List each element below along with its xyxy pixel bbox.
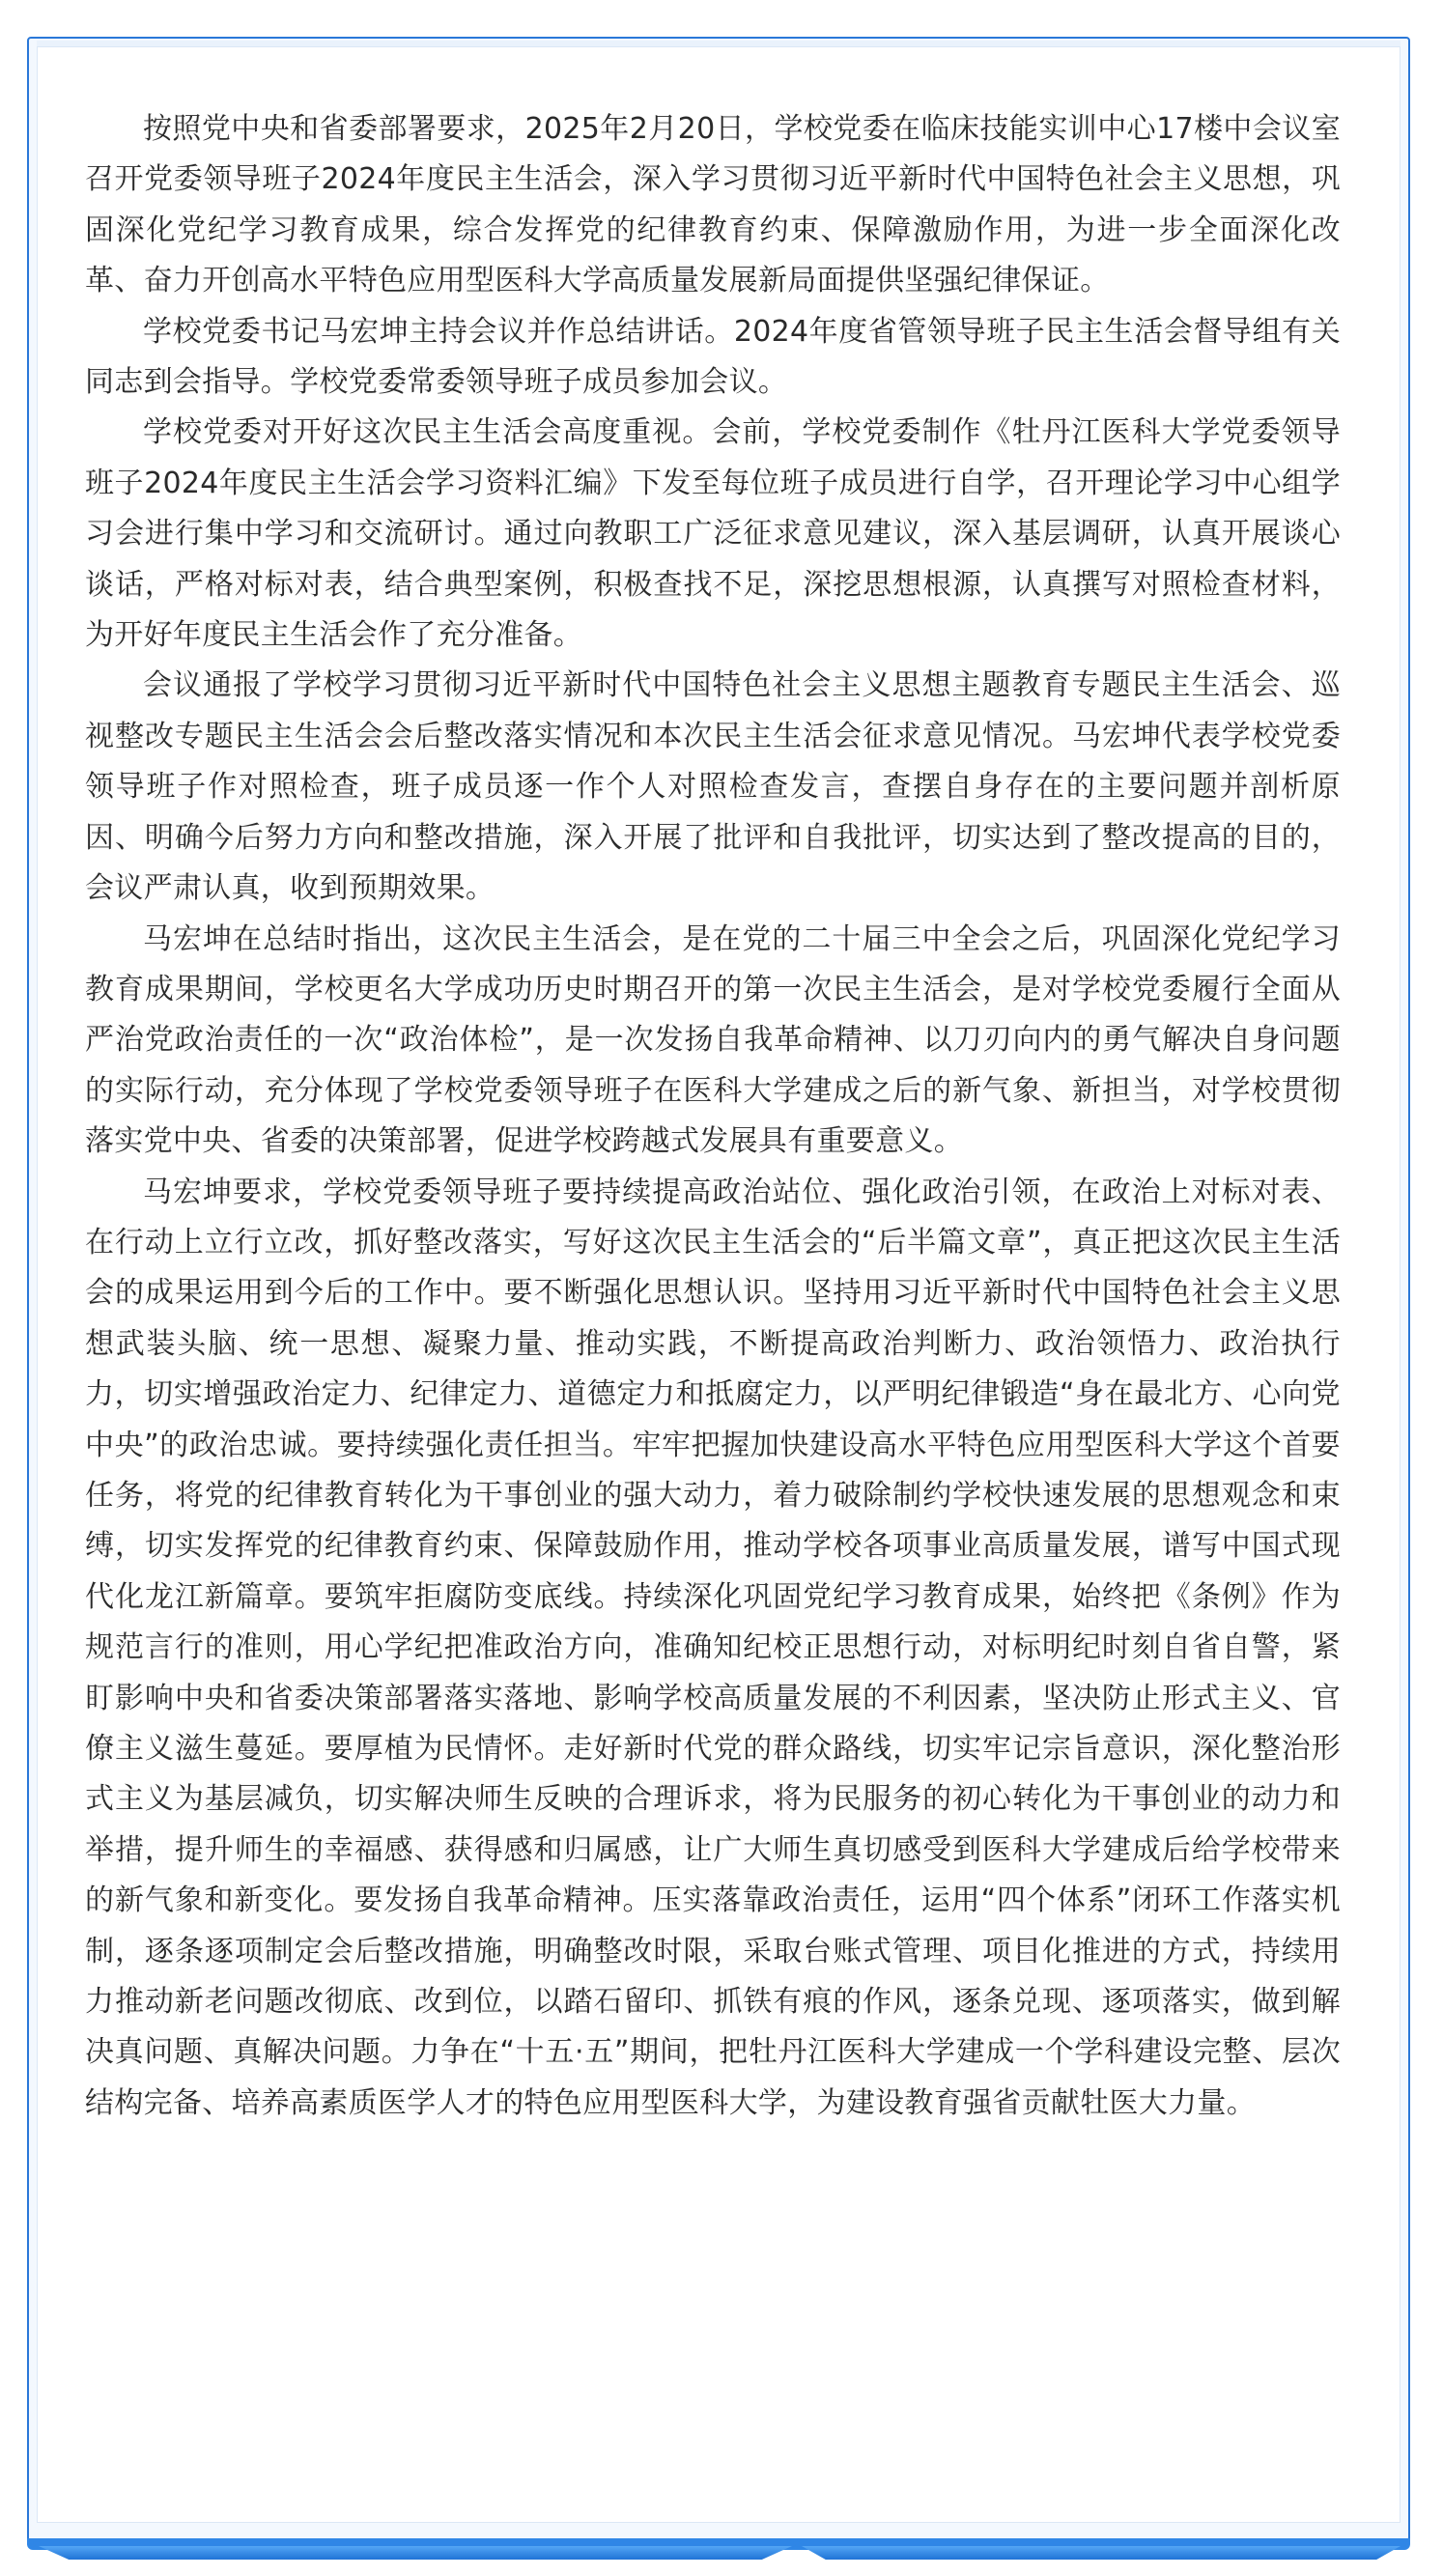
bottom-decorative-tab-left: [39, 2546, 792, 2560]
bottom-decorative-tab-right: [802, 2546, 1401, 2560]
article-paragraph-6: 马宏坤要求，学校党委领导班子要持续提高政治站位、强化政治引领，在政治上对标对表、在行动上立行立改，抓好整改落实，写好这次民主生活会的“后半篇文章”，真正把这次民主生活会的成果运用到今后的工作中。要不断强化思想认识。坚持用习近平新时代中国特色社会主义思想武装头脑、统一思想、凝聚力量、推动实践，不断提高政治判断力、政治领悟力、政治执行力，切实增强政治定力、纪律定力、道德定力和抵腐定力，以严明纪律锻造“身在最北方、心向党中央”的政治忠诚。要持续强化责任担当。牢牢把握加快建设高水平特色应用型医科大学这个首要任务，将党的纪律教育转化为干事创业的强大动力，着力破除制约学校快速发展的思想观念和束缚，切实发挥党的纪律教育约束、保障鼓励作用，推动学校各项事业高质量发展，谱写中国式现代化龙江新篇章。要筑牢拒腐防变底线。持续深化巩固党纪学习教育成果，始终把《条例》作为规范言行的准则，用心学纪把准政治方向，准确知纪校正思想行动，对标明纪时刻自省自警，紧盯影响中央和省委决策部署落实落地、影响学校高质量发展的不利因素，坚决防止形式主义、官僚主义滋生蔓延。要厚植为民情怀。走好新时代党的群众路线，切实牢记宗旨意识，深化整治形式主义为基层减负，切实解决师生反映的合理诉求，将为民服务的初心转化为干事创业的动力和举措，提升师生的幸福感、获得感和归属感，让广大师生真切感受到医科大学建成后给学校带来的新气象和新变化。要发扬自我革命精神。压实落靠政治责任，运用“四个体系”闭环工作落实机制，逐条逐项制定会后整改措施，明确整改时限，采取台账式管理、项目化推进的方式，持续用力推动新老问题改彻底、改到位，以踏石留印、抓铁有痕的作风，逐条兑现、逐项落实，做到解决真问题、真解决问题。力争在“十五·五”期间，把牡丹江医科大学建成一个学科建设完整、层次结构完备、培养高素质医学人才的特色应用型医科大学，为建设教育强省贡献牡医大力量。: [85, 1175, 1341, 2120]
article-paragraph-1: 按照党中央和省委部署要求，2025年2月20日，学校党委在临床技能实训中心17楼中会议室召开党委领导班子2024年度民主生活会，深入学习贯彻习近平新时代中国特色社会主义思想，巩固深化党纪学习教育成果，综合发挥党的纪律教育约束、保障激励作用，为进一步全面深化改革、奋力开创高水平特色应用型医科大学高质量发展新局面提供坚强纪律保证。: [85, 112, 1341, 298]
article-paragraph-5: 马宏坤在总结时指出，这次民主生活会，是在党的二十届三中全会之后，巩固深化党纪学习教育成果期间，学校更名大学成功历史时期召开的第一次民主生活会，是对学校党委履行全面从严治党政治责任的一次“政治体检”，是一次发扬自我革命精神、以刀刃向内的勇气解决自身问题的实际行动，充分体现了学校党委领导班子在医科大学建成之后的新气象、新担当，对学校贯彻落实党中央、省委的决策部署，促进学校跨越式发展具有重要意义。: [85, 921, 1341, 1159]
article-body: [85, 104, 1341, 2129]
article-paragraph-3: 学校党委对开好这次民主生活会高度重视。会前，学校党委制作《牡丹江医科大学党委领导班子2024年度民主生活会学习资料汇编》下发至每位班子成员进行自学，召开理论学习中心组学习会进行集中学习和交流研讨。通过向教职工广泛征求意见建议，深入基层调研，认真开展谈心谈话，严格对标对表，结合典型案例，积极查找不足，深挖思想根源，认真撰写对照检查材料，为开好年度民主生活会作了充分准备。: [85, 415, 1341, 653]
article-paragraph-4: 会议通报了学校学习贯彻习近平新时代中国特色社会主义思想主题教育专题民主生活会、巡视整改专题民主生活会会后整改落实情况和本次民主生活会征求意见情况。马宏坤代表学校党委领导班子作对照检查，班子成员逐一作个人对照检查发言，查摆自身存在的主要问题并剖析原因、明确今后努力方向和整改措施，深入开展了批评和自我批评，切实达到了整改提高的目的，会议严肃认真，收到预期效果。: [85, 668, 1341, 906]
article-paragraph-2: 学校党委书记马宏坤主持会议并作总结讲话。2024年度省管领导班子民主生活会督导组有关同志到会指导。学校党委常委领导班子成员参加会议。: [85, 314, 1341, 400]
